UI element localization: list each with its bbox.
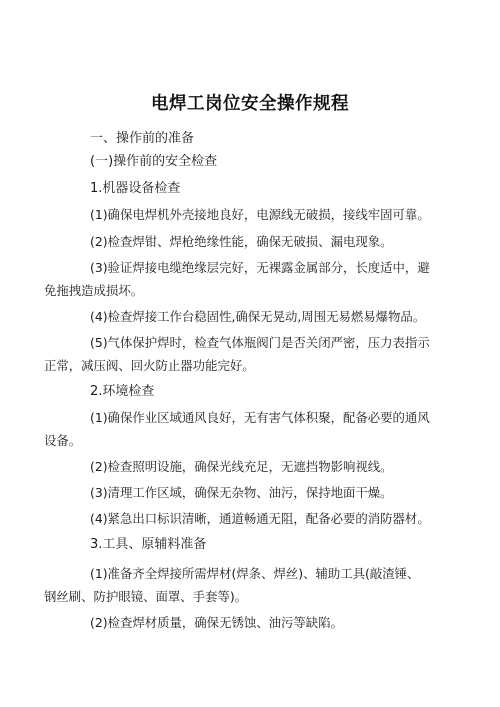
- paragraph-line: (1)确保电焊机外壳接地良好，电源线无破损，接线牢固可靠。: [90, 207, 430, 222]
- paragraph-line: (4)紧急出口标识清晰，通道畅通无阻，配备必要的消防器材。: [90, 511, 430, 526]
- paragraph-line: (4)检查焊接工作台稳固性,确保无晃动,周围无易燃易爆物品。: [90, 309, 426, 324]
- paragraph-line: (5)气体保护焊时，检查气体瓶阀门是否关闭严密，压力表指示: [90, 335, 430, 350]
- paragraph-line: (2)检查焊材质量，确保无锈蚀、油污等缺陷。: [90, 615, 343, 630]
- paragraph-line: 钢丝刷、防护眼镜、面罩、手套等)。: [44, 589, 248, 604]
- paragraph-line: (1)准备齐全焊接所需焊材(焊条、焊丝)、辅助工具(敲渣锤、: [90, 566, 420, 581]
- paragraph-line: (2)检查焊钳、焊枪绝缘性能，确保无破损、漏电现象。: [90, 234, 393, 249]
- item-heading: 3.工具、原辅料准备: [90, 537, 207, 552]
- item-heading: 1.机器设备检查: [90, 181, 181, 196]
- paragraph-line: 免拖拽造成损坏。: [44, 283, 144, 298]
- paragraph-line: 正常，减压阀、回火防止器功能完好。: [44, 358, 255, 373]
- section-heading: 一、操作前的准备: [90, 131, 195, 146]
- paragraph-line: (3)验证焊接电缆绝缘层完好，无裸露金属部分，长度适中，避: [90, 260, 430, 275]
- paragraph-line: 设备。: [44, 433, 82, 448]
- paragraph-line: (3)清理工作区域，确保无杂物、油污，保持地面干燥。: [90, 485, 393, 500]
- paragraph-line: (1)确保作业区域通风良好，无有害气体积聚，配备必要的通风: [90, 410, 430, 425]
- subsection-heading: (一)操作前的安全检查: [90, 154, 218, 169]
- page-title: 电焊工岗位安全操作规程: [151, 94, 349, 114]
- paragraph-line: (2)检查照明设施，确保光线充足，无遮挡物影响视线。: [90, 459, 393, 474]
- item-heading: 2.环境检查: [90, 384, 155, 399]
